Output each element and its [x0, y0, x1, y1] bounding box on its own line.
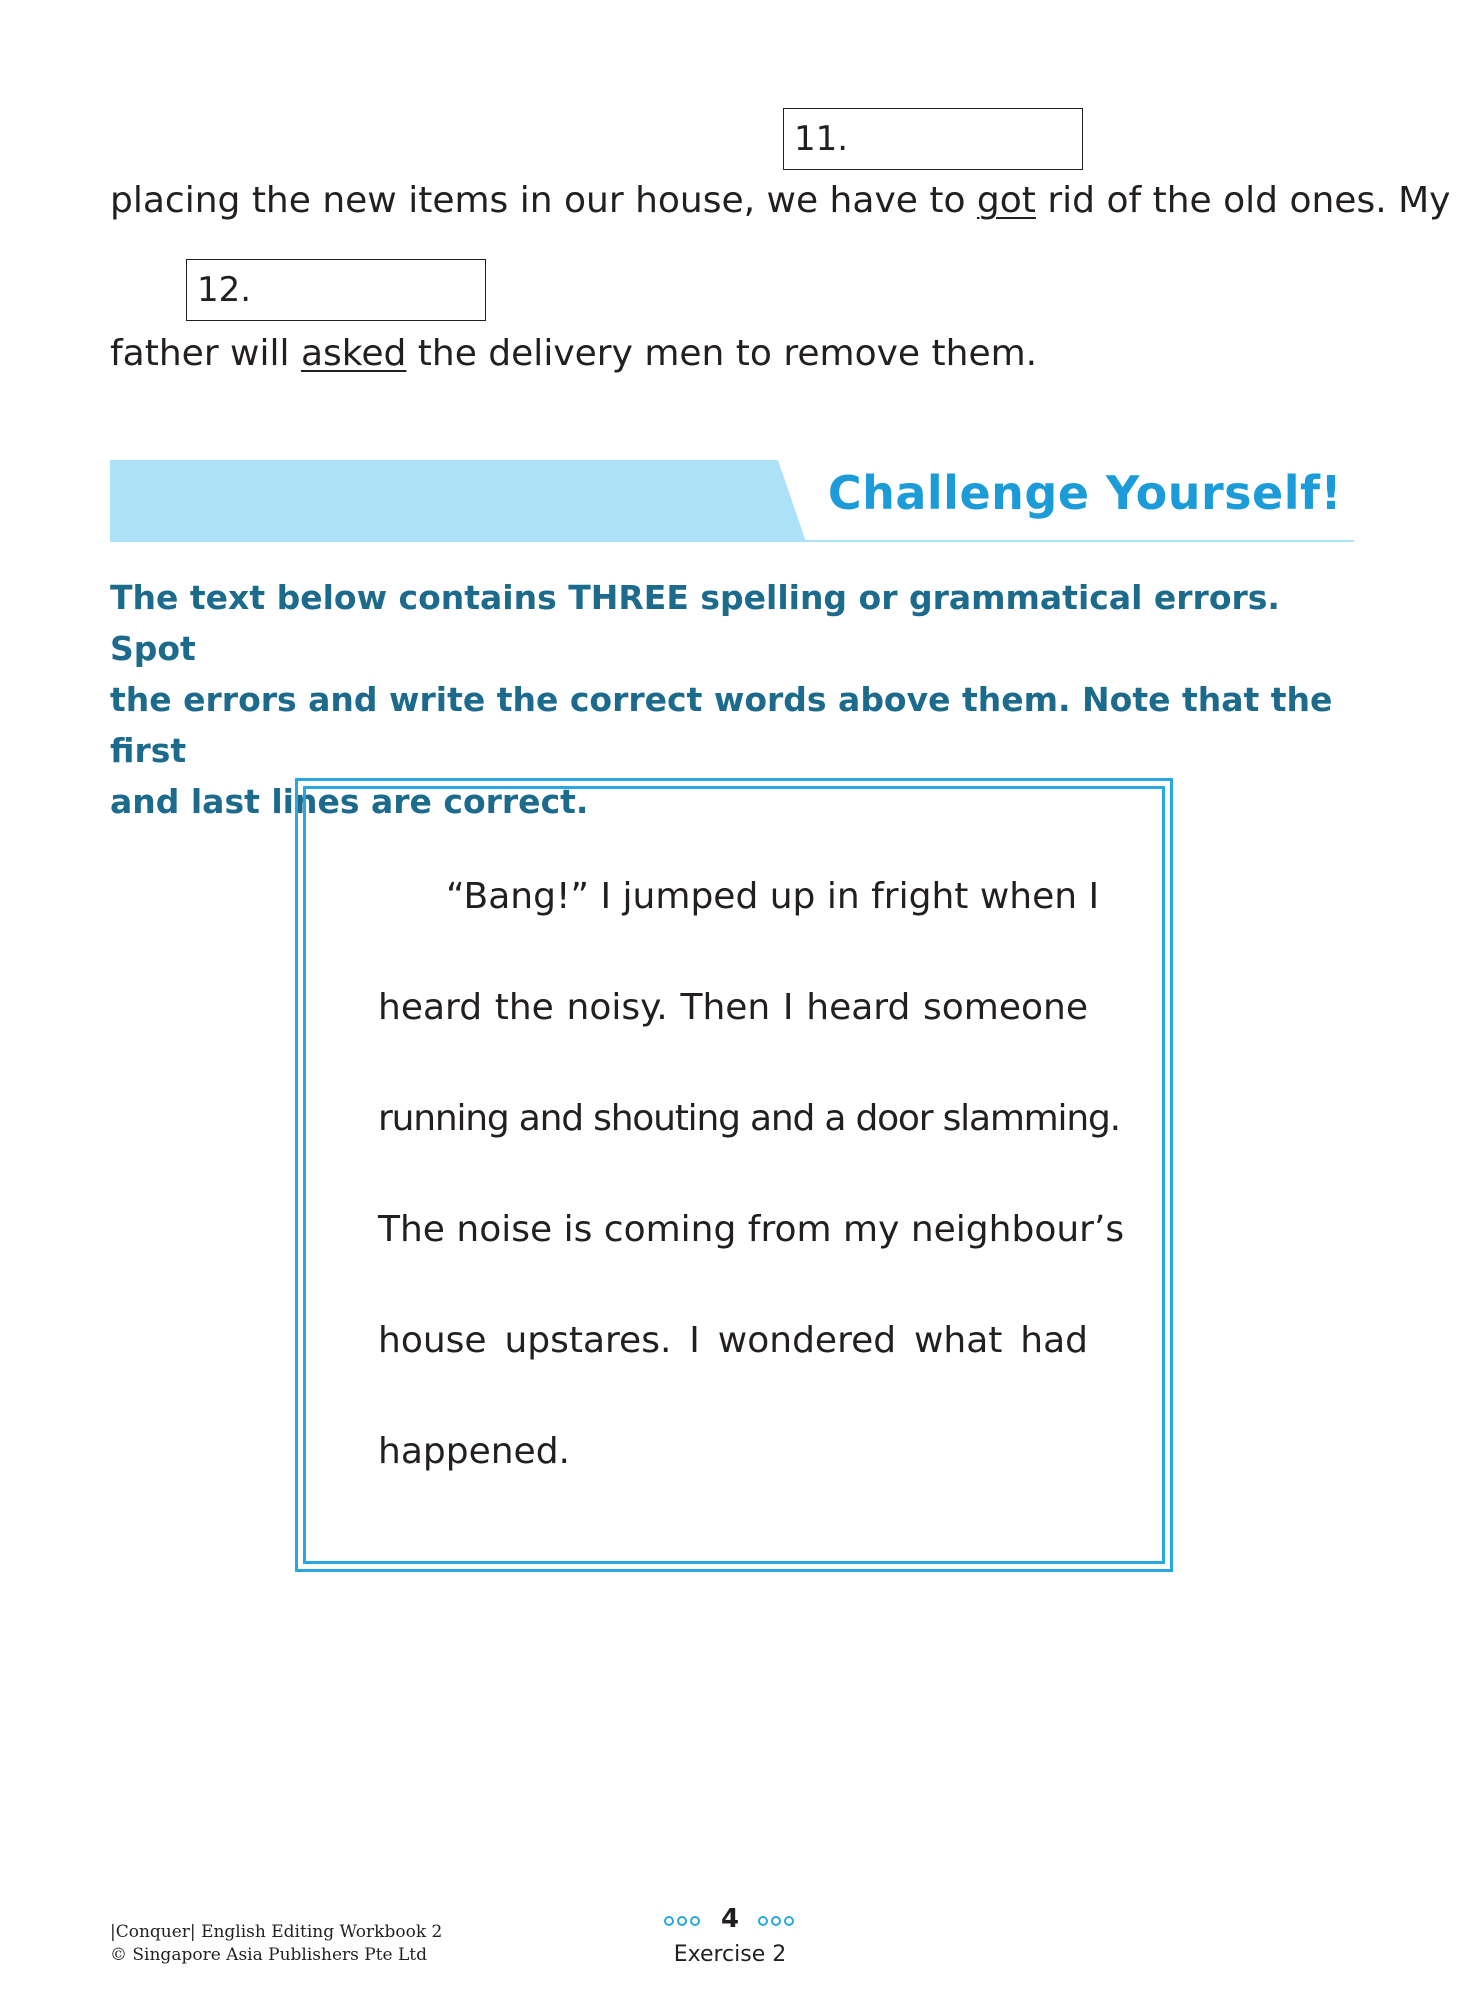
challenge-banner	[110, 460, 1354, 542]
banner-title: Challenge Yourself!	[827, 466, 1342, 520]
right-dot-icon-1	[758, 1916, 768, 1926]
page-number: 4	[720, 1904, 740, 1934]
passage-line-6: happened.	[378, 1431, 570, 1472]
footer-book-title: |Conquer| English Editing Workbook 2	[110, 1922, 443, 1942]
right-dot-icon-3	[784, 1916, 794, 1926]
instructions-line-1: The text below contains THREE spelling or grammatical errors. Spot	[110, 578, 1280, 668]
exercise-line-2	[110, 333, 1037, 374]
passage-line-1: “Bang!” I jumped up in fright when I	[446, 876, 1100, 917]
answer-box-12-label: 12.	[197, 270, 252, 310]
passage-line-5: house upstares. I wondered what had	[378, 1320, 1088, 1361]
answer-box-11-label: 11.	[794, 119, 849, 159]
instructions-line-3: and last lines are correct.	[110, 782, 589, 821]
exercise-line-1	[110, 180, 1450, 221]
page-number-row	[660, 1906, 800, 1936]
exercise-label: Exercise 2	[673, 1942, 787, 1967]
underlined-error-asked: asked	[300, 333, 407, 374]
line-1-text-before: placing the new items in our house, we have to	[110, 180, 977, 221]
passage-line-2: heard the noisy. Then I heard someone	[378, 987, 1088, 1028]
answer-box-11[interactable]	[783, 108, 1083, 170]
passage-line-4: The noise is coming from my neighbour’s	[378, 1209, 1125, 1250]
footer-copyright: © Singapore Asia Publishers Pte Ltd	[110, 1945, 428, 1965]
right-dot-icon-2	[771, 1916, 781, 1926]
underlined-error-got: got	[976, 180, 1036, 221]
passage-line-3: running and shouting and a door slamming.	[378, 1098, 1120, 1139]
line-1-text-after: rid of the old ones. My	[1035, 180, 1451, 221]
line-2-text-after: the delivery men to remove them.	[406, 333, 1038, 374]
instructions-line-2: the errors and write the correct words above them. Note that the first	[110, 680, 1333, 770]
line-2-text-before: father will	[110, 333, 301, 374]
answer-box-12[interactable]	[186, 259, 486, 321]
footer-credits	[110, 1921, 442, 1967]
